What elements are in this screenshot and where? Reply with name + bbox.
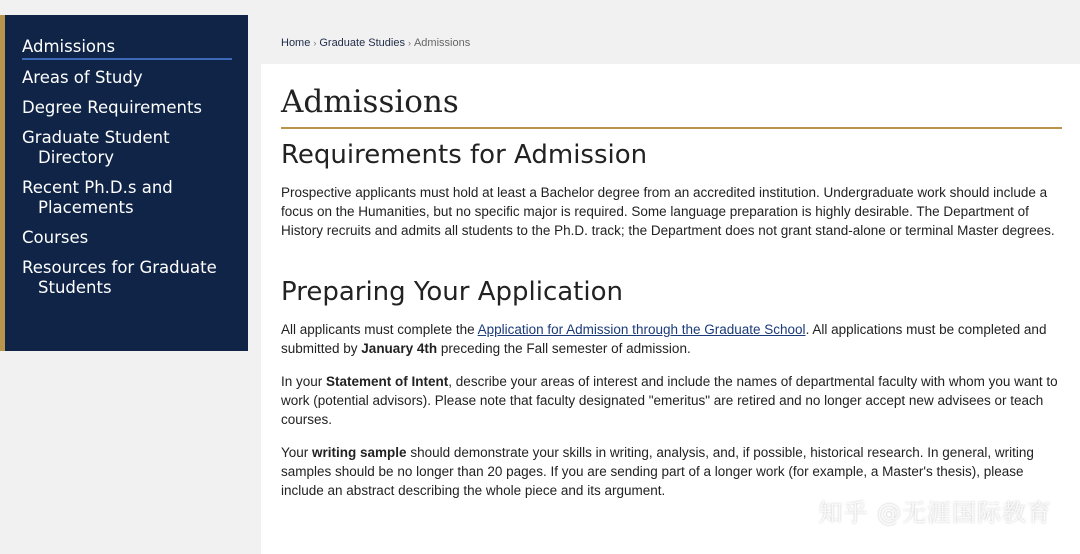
sidebar-item-graduate-student-directory[interactable]: Graduate Student Directory bbox=[22, 128, 170, 167]
requirements-paragraph: Prospective applicants must hold at least a Bachelor degree from an accredited institution. Undergraduate work should include a focus on the Humanities, but no specific major is required. Some language preparation is highly desirable. The Department of History recruits and admits all students to the Ph.D. track; the Department does not grant stand-alone or terminal Master degrees. bbox=[281, 185, 1055, 238]
section-heading-requirements: Requirements for Admission bbox=[281, 140, 648, 170]
sidebar-item-resources[interactable]: Resources for Graduate Students bbox=[22, 258, 217, 297]
breadcrumb bbox=[281, 37, 470, 49]
main-content bbox=[261, 64, 1080, 554]
sidebar-item-areas-of-study[interactable]: Areas of Study bbox=[22, 68, 143, 87]
section-heading-preparing: Preparing Your Application bbox=[281, 277, 623, 307]
breadcrumb-separator: › bbox=[407, 38, 411, 48]
breadcrumb-current: Admissions bbox=[413, 37, 471, 49]
sidebar-nav bbox=[0, 15, 248, 351]
watermark-text: 知乎 @无涯国际教育 bbox=[818, 499, 1052, 527]
graduate-school-application-link[interactable]: Application for Admission through the Graduate School bbox=[477, 322, 806, 337]
application-paragraph: All applicants must complete the Application for Admission through the Graduate School. All applications must be completed and submitted by January 4th preceding the Fall semester of admission. bbox=[281, 322, 1047, 356]
title-divider bbox=[281, 127, 1062, 129]
sidebar-item-degree-requirements[interactable]: Degree Requirements bbox=[22, 98, 203, 117]
writing-sample-paragraph: Your writing sample should demonstrate your skills in writing, analysis, and, if possible, historical research. In general, writing samples should be no longer than 20 pages. If you are sending part of a longer work (for example, a Master's thesis), please include an abstract describing the whole piece and its argument. bbox=[281, 445, 1034, 498]
sidebar-item-admissions[interactable]: Admissions bbox=[22, 37, 232, 60]
page-title: Admissions bbox=[281, 84, 459, 120]
sidebar-item-courses[interactable]: Courses bbox=[22, 228, 89, 247]
breadcrumb-graduate-studies-link[interactable]: Graduate Studies bbox=[319, 37, 405, 49]
breadcrumb-separator: › bbox=[313, 38, 317, 48]
statement-of-intent-paragraph: In your Statement of Intent, describe your areas of interest and include the names of departmental faculty with whom you want to work (potential advisors). Please note that faculty designated "emeritus" are retired and no longer accept new advisees or teach courses. bbox=[281, 374, 1058, 427]
sidebar-item-recent-phds[interactable]: Recent Ph.D.s and Placements bbox=[22, 178, 173, 217]
breadcrumb-home-link[interactable]: Home bbox=[281, 37, 311, 49]
deadline-text: January 4th bbox=[361, 341, 438, 356]
